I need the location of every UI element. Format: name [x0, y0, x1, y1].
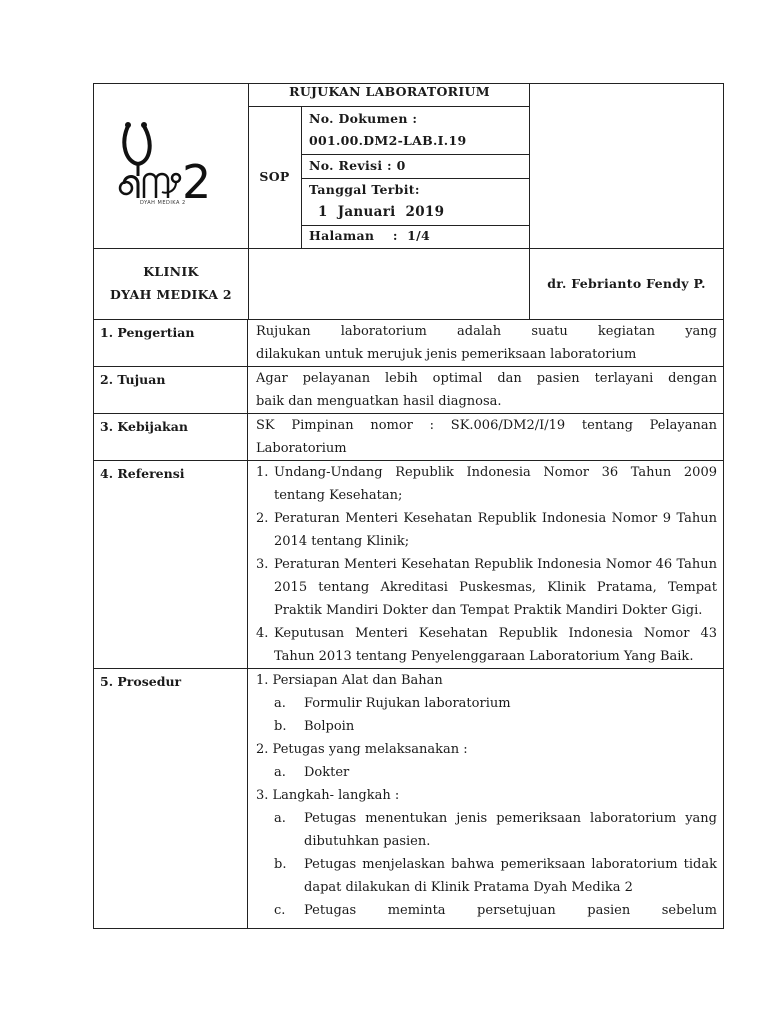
procedure-substep: c. Petugas meminta persetujuan pasien sebelum [274, 903, 717, 918]
section-text: Agar pelayanan lebih optimal dan pasien terlayani dengan [256, 371, 717, 386]
list-item: 4. Keputusan Menteri Kesehatan Republik Indonesia Nomor 43 Tahun 2013 tentang Penyelenggaraan Laboratorium Yang Baik. [256, 626, 717, 664]
sop-document-table [93, 83, 724, 929]
no-dokumen-value: 001.00.DM2-LAB.I.19 [309, 133, 467, 148]
clinic-name-line1: KLINIK [143, 264, 199, 279]
halaman: Halaman : 1/4 [309, 228, 430, 243]
svg-text:2: 2 [182, 155, 212, 209]
section-text: Laboratorium [256, 441, 347, 456]
section-label: 1. Pengertian [94, 320, 248, 366]
section-label: 3. Kebijakan [94, 414, 248, 460]
clinic-row [94, 249, 723, 320]
tanggal-value: 1 Januari 2019 [318, 204, 445, 220]
tanggal-label: Tanggal Terbit: [309, 182, 420, 197]
list-item: 1. Undang-Undang Republik Indonesia Nomor 36 Tahun 2009 tentang Kesehatan; [256, 465, 717, 503]
section-label: 5. Prosedur [94, 669, 248, 928]
procedure-substep: a. Dokter [274, 765, 350, 780]
section-referensi [94, 461, 723, 669]
document-title: RUJUKAN LABORATORIUM [289, 84, 490, 99]
list-item: 2. Peraturan Menteri Kesehatan Republik Indonesia Nomor 9 Tahun 2014 tentang Klinik; [256, 511, 717, 549]
procedure-substep: b. Bolpoin [274, 719, 355, 734]
clinic-name-line2: DYAH MEDIKA 2 [110, 287, 232, 302]
procedure-step: 1. Persiapan Alat dan Bahan [256, 673, 443, 688]
procedure-substep: a. Formulir Rujukan laboratorium [274, 696, 511, 711]
section-kebijakan [94, 414, 723, 461]
section-tujuan [94, 367, 723, 414]
section-text: dilakukan untuk merujuk jenis pemeriksaan laboratorium [256, 347, 637, 362]
sop-label: SOP [259, 169, 290, 184]
section-label: 4. Referensi [94, 461, 248, 668]
section-pengertian [94, 320, 723, 367]
no-revisi: No. Revisi : 0 [309, 158, 406, 173]
no-dokumen-label: No. Dokumen : [309, 111, 418, 126]
section-text: SK Pimpinan nomor : SK.006/DM2/I/19 tentang Pelayanan [256, 418, 717, 433]
header-block [94, 84, 723, 249]
logo-caption: DYAH MEDIKA 2 [140, 200, 186, 206]
procedure-substep: a. Petugas menentukan jenis pemeriksaan laboratorium yang dibutuhkan pasien. [274, 811, 717, 849]
procedure-step: 2. Petugas yang melaksanakan : [256, 742, 468, 757]
section-label: 2. Tujuan [94, 367, 248, 413]
section-text: Rujukan laboratorium adalah suatu kegiatan yang [256, 324, 717, 339]
stethoscope-logo-icon [114, 114, 229, 214]
procedure-substep: b. Petugas menjelaskan bahwa pemeriksaan laboratorium tidak dapat dilakukan di Klinik Pratama Dyah Medika 2 [274, 857, 717, 895]
section-prosedur [94, 669, 723, 928]
clinic-logo [114, 114, 229, 214]
signer-name: dr. Febrianto Fendy P. [547, 276, 706, 291]
procedure-step: 3. Langkah- langkah : [256, 788, 400, 803]
list-item: 3. Peraturan Menteri Kesehatan Republik Indonesia Nomor 46 Tahun 2015 tentang Akreditasi Puskesmas, Klinik Pratama, Tempat Praktik Mandiri Dokter dan Tempat Praktik Mandiri Dokter Gigi. [256, 557, 717, 618]
section-text: baik dan menguatkan hasil diagnosa. [256, 394, 502, 409]
